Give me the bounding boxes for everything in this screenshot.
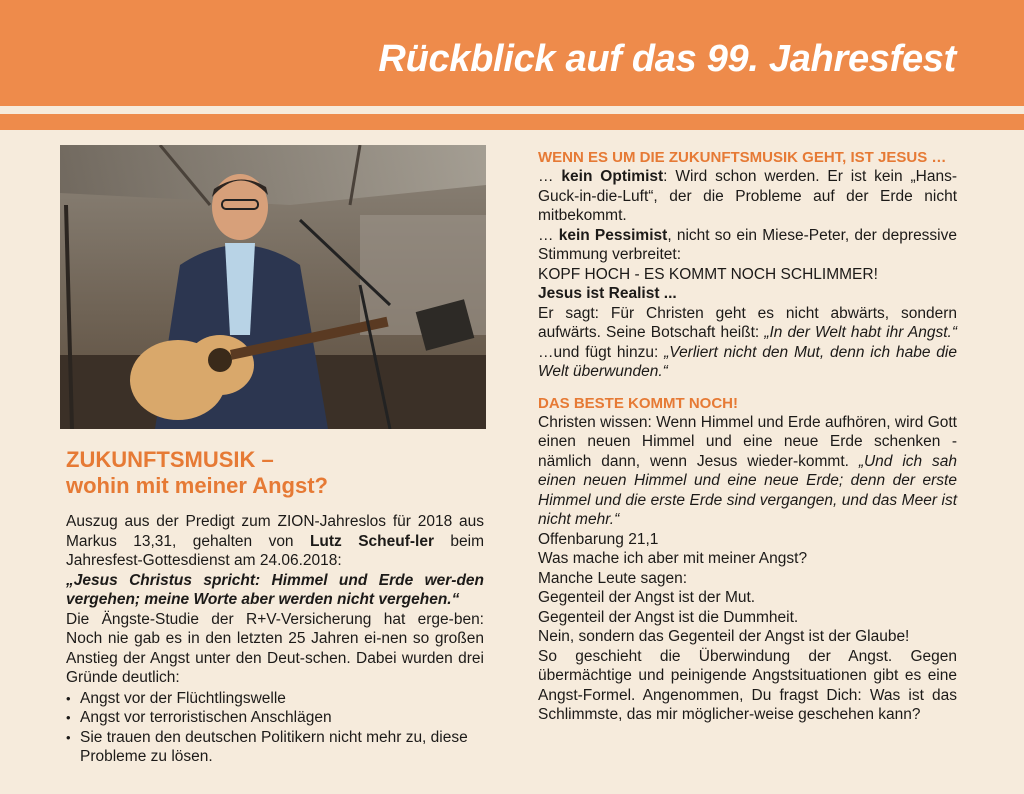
pessimist-label: kein Pessimist xyxy=(558,226,668,244)
intro-text-end: beim Jahresfest-Gottesdienst am 24.06.2018: xyxy=(66,532,484,569)
list-item: • Angst vor der Flüchtlingswelle xyxy=(66,689,484,709)
intro-paragraph xyxy=(66,512,484,571)
speaker-name: Lutz Scheuf-ler xyxy=(309,532,434,550)
text-line: Gegenteil der Angst ist die Dummheit. xyxy=(538,608,799,626)
study-paragraph: Die Ängste-Studie der R+V-Versicherung hat erge-ben: Noch nie gab es in den letzten 25 Jahren ei-nen so großen Anstieg der Angst unter den Deut-schen. Dabei wurden drei Gründe deutlich: xyxy=(66,610,484,686)
photo-musician-with-guitar xyxy=(60,145,486,429)
realist-quote-2: „Verliert nicht den Mut, denn ich habe die Welt überwunden.“ xyxy=(538,343,957,380)
realist-text: Er sagt: Für Christen geht es nicht abwärts, sondern aufwärts. Seine Botschaft heißt: xyxy=(538,304,957,341)
intro-text: Auszug aus der Predigt zum ZION-Jahreslos für 2018 aus Markus 13,31, gehalten von xyxy=(66,513,484,550)
caps-line: KOPF HOCH - ES KOMMT NOCH SCHLIMMER! xyxy=(538,265,878,283)
pessimist-paragraph xyxy=(538,226,957,265)
christians-paragraph xyxy=(538,413,957,530)
list-item: • Angst vor terroristischen Anschlägen xyxy=(66,708,484,728)
realist-mid: …und fügt hinzu: xyxy=(538,343,665,361)
ellipsis: … xyxy=(538,226,559,244)
right-column xyxy=(538,148,957,725)
reasons-list xyxy=(66,689,484,767)
realist-paragraph xyxy=(538,304,957,382)
header-stripe xyxy=(0,114,1024,130)
text-line: Gegenteil der Angst ist der Mut. xyxy=(538,589,756,606)
photo-illustration xyxy=(60,145,486,429)
optimist-text: : Wird schon werden. Er ist kein „Hans-Guck-in-die-Luft“, der die Probleme auf der Erde nicht mitbekommt. xyxy=(538,168,957,224)
realist-label: Jesus ist Realist ... xyxy=(538,285,677,302)
optimist-label: kein Optimist xyxy=(561,168,664,185)
article-title-line1: ZUKUNFTSMUSIK – xyxy=(66,447,274,472)
bible-reference: Offenbarung 21,1 xyxy=(538,530,659,548)
pessimist-text: , nicht so ein Miese-Peter, der depressive Stimmung verbreitet: xyxy=(538,226,957,263)
section-heading-beste: DAS BESTE KOMMT NOCH! xyxy=(538,394,738,412)
text-line: Was mache ich aber mit meiner Angst? xyxy=(538,550,808,567)
page-title: Rückblick auf das 99. Jahresfest xyxy=(378,38,956,80)
revelation-quote: „Und ich sah einen neuen Himmel und eine neue Erde; denn der erste Himmel und die erste Erde sind vergangen, und das Meer ist nicht mehr.“ xyxy=(538,452,958,528)
optimist-paragraph xyxy=(538,167,957,226)
glaube-paragraph: Nein, sondern das Gegenteil der Angst ist der Glaube! xyxy=(538,628,910,645)
overcome-paragraph: So geschieht die Überwindung der Angst. Gegen übermächtige und peinigende Angstsituationen gibt es eine Angst-Formel. Angenommen, Du fragst Dich: Was ist das Schlimmste, das mir möglicher-weise geschehen kann? xyxy=(538,647,957,723)
list-item: • Sie trauen den deutschen Politikern nicht mehr zu, diese Probleme zu lösen. xyxy=(66,728,484,767)
spacer xyxy=(538,382,957,394)
section-heading-zukunftsmusik: WENN ES UM DIE ZUKUNFTSMUSIK GEHT, IST JESUS … xyxy=(538,149,947,166)
article-title-line2: wohin mit meiner Angst? xyxy=(66,473,328,498)
left-column xyxy=(66,447,484,767)
ellipsis: … xyxy=(538,168,562,185)
article-title xyxy=(66,447,484,499)
christians-text: Christen wissen: Wenn Himmel und Erde aufhören, wird Gott einen neuen Himmel und eine neue Erde schenken - nämlich dann, wenn Jesus wieder-kommt. xyxy=(538,413,957,470)
header-banner xyxy=(0,0,1024,106)
realist-quote-1: „In der Welt habt ihr Angst.“ xyxy=(764,324,958,341)
bible-quote: „Jesus Christus spricht: Himmel und Erde wer-den vergehen; meine Worte aber werden nicht vergehen.“ xyxy=(66,571,484,608)
text-line: Manche Leute sagen: xyxy=(538,569,688,587)
